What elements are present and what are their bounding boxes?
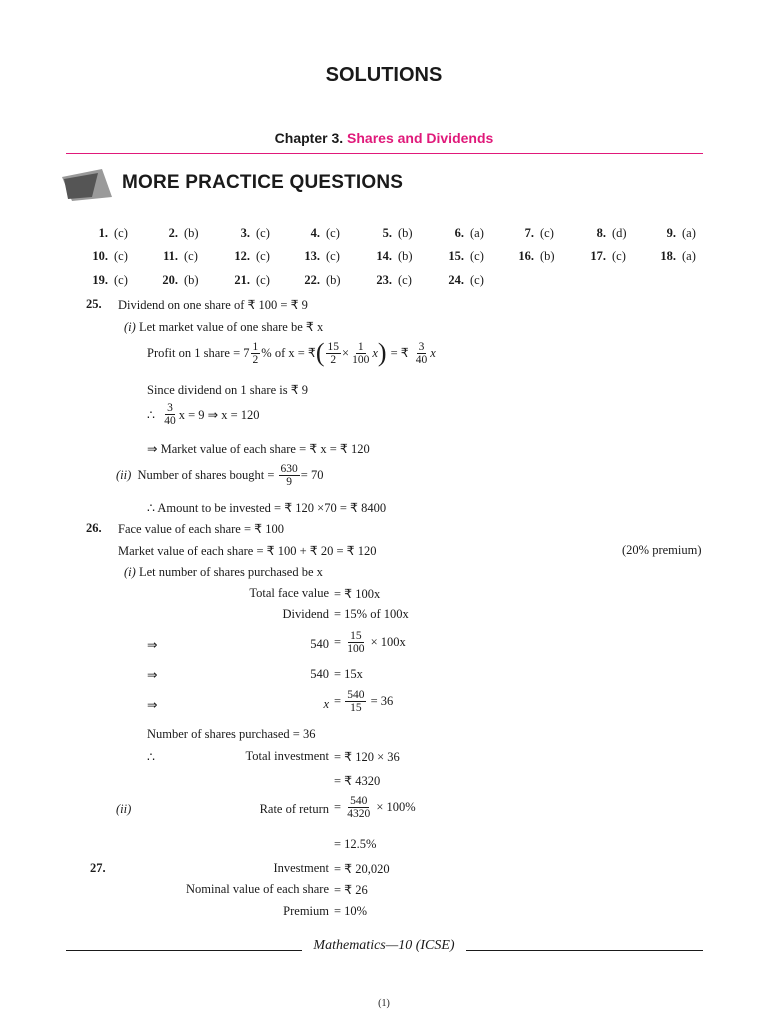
answer-option: (c) [256,249,270,263]
page-number: (1) [378,998,390,1009]
answer-item [80,249,128,264]
answer-option: (c) [114,273,128,287]
q26-ror-value: = $\frac{540}{4320}$ × 100% [334,795,416,820]
q26-number: 26. [86,521,102,535]
q25-mv: ⇒ Market value of each share = ₹ x = ₹ 120 [147,442,370,456]
q26-ti-value: = ₹ 120 × 36 [334,750,400,764]
q25-since: Since dividend on 1 share is ₹ 9 [147,383,309,397]
answer-item [150,226,199,241]
footer-rule-right [466,950,703,951]
answer-option: (d) [612,226,627,240]
answer-number: 22. [304,273,320,287]
answer-item [80,273,128,288]
q26-part-ii: (ii) [116,802,132,816]
answer-item [292,273,341,288]
answer-option: (a) [470,226,484,240]
answer-item [436,249,484,264]
answer-number: 24. [448,273,464,287]
answer-option: (b) [326,273,341,287]
q26-tfv-value: = ₹ 100x [334,587,381,601]
answer-option: (b) [184,226,199,240]
answer-item [222,273,270,288]
answer-number: 19. [92,273,108,287]
answer-item [222,249,270,264]
answer-item [364,273,412,288]
q25-part-ii: (ii) Number of shares bought = $\frac{630}{9}$ = 70 [116,463,324,488]
q25-amount: ∴ Amount to be invested = ₹ 120 ×70 = ₹ 8400 [147,501,387,515]
answer-item [150,273,199,288]
q26-ror-label: Rate of return [259,802,329,816]
fraction: $\frac{540}{15}$ [347,689,365,714]
q27-premium-value: = 10% [334,904,368,918]
q26-ror-result: = 12.5% [334,837,377,851]
answer-number: 11. [163,249,178,263]
answer-item [506,226,554,241]
fraction: $\frac{15}{2}$ [327,340,340,366]
answer-item [506,249,555,264]
q26-ti-label: Total investment [245,749,329,763]
answer-number: 16. [518,249,534,263]
answer-number: 17. [590,249,606,263]
implies-symbol: ⇒ [147,698,158,712]
answer-number: 9. [666,226,676,240]
answer-item [222,226,270,241]
q27-premium-label: Premium [283,904,329,918]
answer-option: (c) [326,249,340,263]
answer-option: (c) [114,249,128,263]
q26-eq2-lhs: 540 [310,667,329,681]
answer-option: (b) [184,273,199,287]
answer-option: (c) [114,226,128,240]
q25-line1: Dividend on one share of ₹ 100 = ₹ 9 [118,298,308,312]
answer-number: 21. [234,273,250,287]
chapter-name: Shares and Dividends [347,130,494,146]
q26-dividend-label: Dividend [282,607,329,621]
answer-number: 2. [168,226,178,240]
answer-item [648,249,696,264]
q26-part-i: (i) Let number of shares purchased be x [124,565,323,579]
chapter-number: Chapter 3. [274,130,344,146]
q27-investment-label: Investment [273,861,329,875]
fraction: $\frac{3}{40}$ [415,340,428,366]
answer-number: 7. [524,226,534,240]
answer-option: (c) [470,249,484,263]
answer-number: 1. [98,226,108,240]
answer-number: 6. [454,226,464,240]
answer-item [292,249,340,264]
fraction: $\frac{15}{100}$ [347,630,365,655]
fraction: $\frac{3}{40}$ [164,402,176,427]
answer-option: (c) [398,273,412,287]
implies-symbol: ⇒ [147,668,158,682]
q26-eq1-rhs: = $\frac{15}{100}$ × 100x [334,630,406,655]
answer-item [578,249,626,264]
fraction: $\frac{630}{9}$ [280,463,298,488]
q26-mv: Market value of each share = ₹ 100 + ₹ 20 = ₹ 120 [118,544,377,558]
answer-item [578,226,627,241]
answer-number: 8. [596,226,606,240]
q26-fv: Face value of each share = ₹ 100 [118,522,284,536]
answer-number: 20. [162,273,178,287]
q26-eq1-lhs: 540 [310,637,329,651]
answer-option: (b) [398,226,413,240]
q27-nominal-label: Nominal value of each share [186,882,329,896]
answer-number: 3. [240,226,250,240]
fraction: $\frac{1}{2}$ [252,340,259,366]
answer-number: 12. [234,249,250,263]
q27-nominal-value: = ₹ 26 [334,883,368,897]
answer-number: 10. [92,249,108,263]
answer-option: (c) [184,249,198,263]
answer-option: (a) [682,226,696,240]
answer-number: 23. [376,273,392,287]
fraction: $\frac{540}{4320}$ [347,795,371,820]
footer-title: Mathematics—10 (ICSE) [313,938,455,953]
answer-item [364,226,413,241]
q26-nsp: Number of shares purchased = 36 [147,727,316,741]
answer-item [648,226,696,241]
answer-option: (c) [256,226,270,240]
answer-item [436,273,484,288]
answer-number: 5. [382,226,392,240]
section-heading: MORE PRACTICE QUESTIONS [122,172,404,193]
q25-part-i: (i) Let market value of one share be ₹ x [124,320,324,334]
q25-number: 25. [86,297,102,311]
section-banner-icon [62,169,114,201]
answer-option: (c) [540,226,554,240]
answer-number: 4. [310,226,320,240]
answer-number: 14. [376,249,392,263]
answer-number: 15. [448,249,464,263]
page-title: SOLUTIONS [325,64,443,86]
q26-dividend-value: = 15% of 100x [334,607,409,621]
answer-item [436,226,484,241]
answer-option: (c) [612,249,626,263]
pink-divider [66,153,703,154]
footer-rule-left [66,950,302,951]
q26-ti-result: = ₹ 4320 [334,774,381,788]
answer-item [292,226,340,241]
answer-option: (c) [470,273,484,287]
answer-option: (a) [682,249,696,263]
answer-option: (b) [540,249,555,263]
q27-investment-value: = ₹ 20,020 [334,862,390,876]
answer-item [80,226,128,241]
q27-number: 27. [90,861,106,875]
therefore-symbol: ∴ [147,750,155,764]
answer-item [150,249,198,264]
answer-number: 18. [660,249,676,263]
q26-premium: (20% premium) [622,543,702,557]
answer-option: (c) [326,226,340,240]
chapter-heading [0,130,768,146]
q25-profit-equation: Profit on 1 share = 7 $\frac{1}{2}$ % of x = ₹ ( $\frac{15}{2}$ × $\frac{1}{100}$ x ) = ₹ $\frac{3}{40}$ x [147,338,436,367]
implies-symbol: ⇒ [147,638,158,652]
q26-tfv-label: Total face value [249,586,329,600]
q25-solve: ∴ $\frac{3}{40}$ x = 9 ⇒ x = 120 [147,402,260,427]
answer-option: (b) [398,249,413,263]
answer-item [364,249,413,264]
q26-eq3-lhs: x [323,697,329,711]
answer-number: 13. [304,249,320,263]
q26-eq3-rhs: = $\frac{540}{15}$ = 36 [334,689,394,714]
fraction: $\frac{1}{100}$ [352,340,370,366]
q26-eq2-rhs: = 15x [334,667,363,681]
answer-option: (c) [256,273,270,287]
